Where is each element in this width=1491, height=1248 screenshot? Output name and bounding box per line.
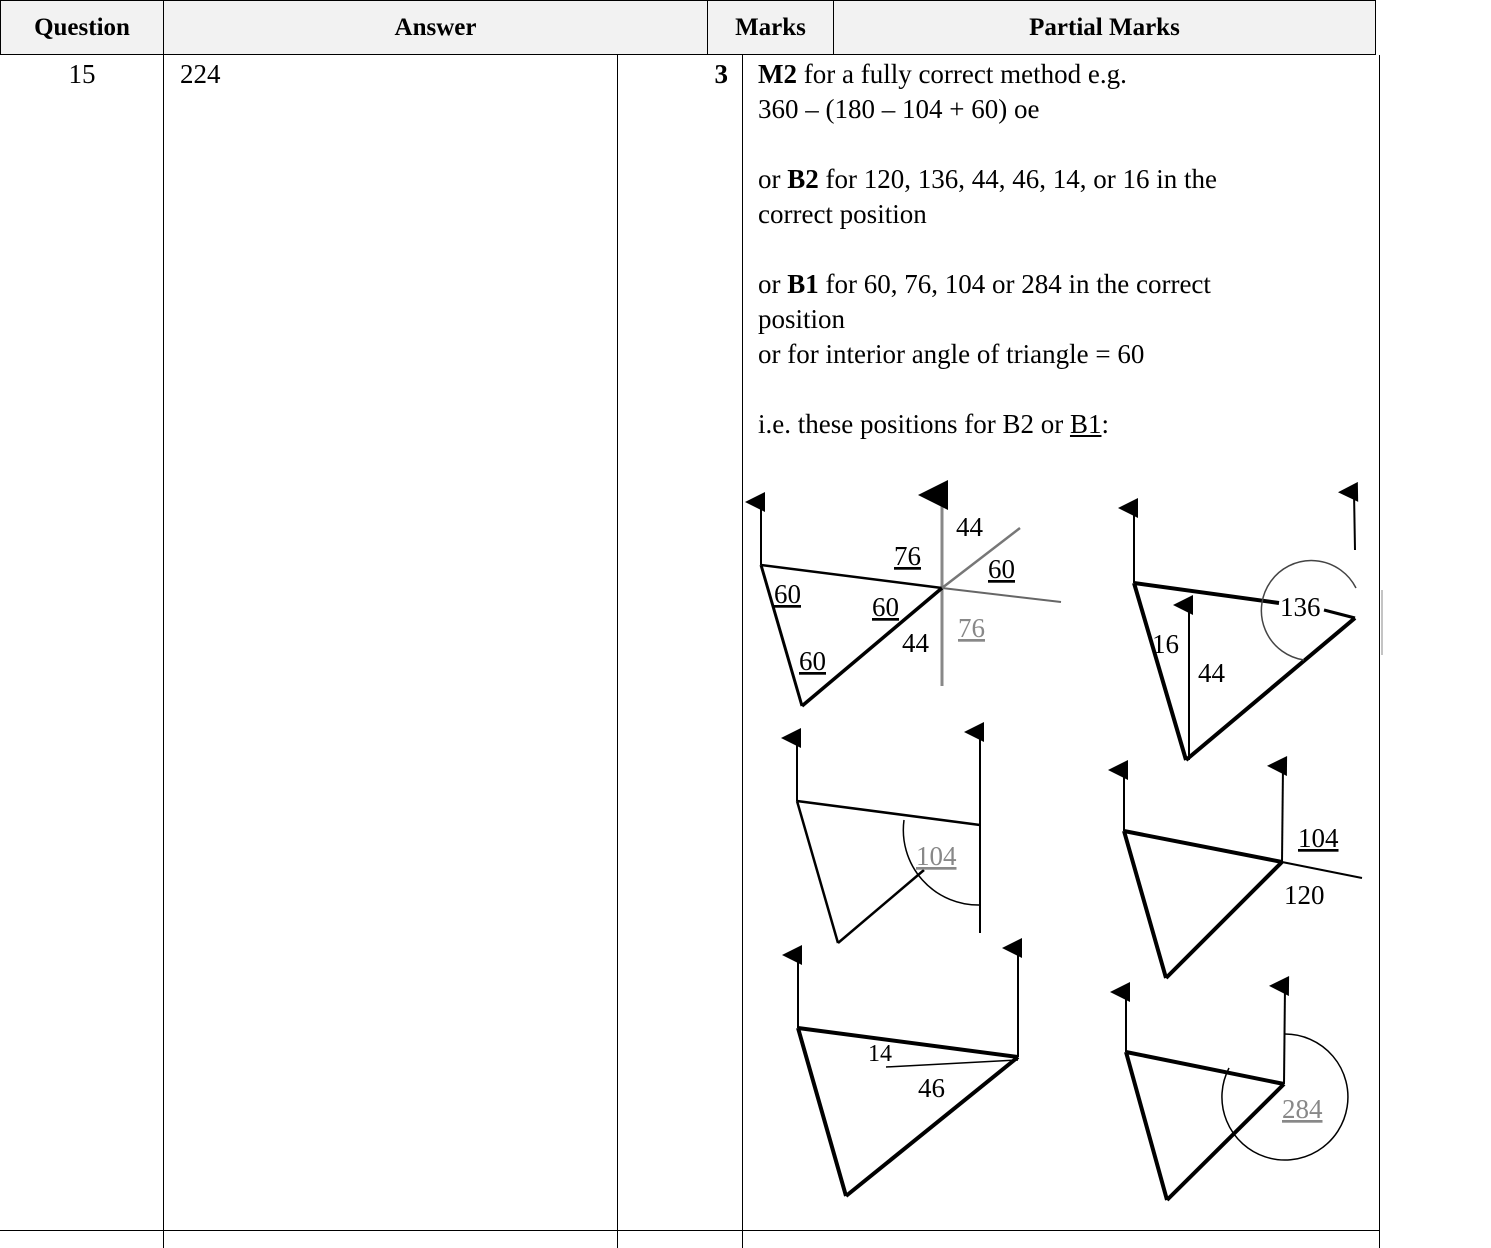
diagram-3 [797,732,980,943]
b1-label: B1 [787,269,819,299]
column-divider [163,55,164,1248]
positions-b1: B1 [1069,409,1102,439]
diagram-2 [1134,492,1382,760]
b1-prefix: or [758,269,788,299]
m2-text: for a fully correct method e.g. [796,59,1127,89]
positions-suffix: : [1101,409,1109,439]
marks-value: 3 [714,59,728,89]
row-divider [0,1230,1380,1231]
b1-text-cont: position [758,304,846,334]
diagram-1 [761,495,1061,706]
partial-marks-text [758,57,1368,442]
header-answer: Answer [163,0,708,55]
b2-prefix: or [758,164,788,194]
answer-value: 224 [180,59,221,89]
d4-label-120: 120 [1284,880,1325,910]
d1-label-60-right: 60 [988,554,1015,584]
b2-text: for 120, 136, 44, 46, 14, or 16 in the [818,164,1217,194]
d4-label-104: 104 [1298,823,1339,853]
header-partial-marks: Partial Marks [833,0,1376,55]
question-number: 15 [68,59,96,89]
d2-label-16: 16 [1152,629,1179,659]
diagram-6 [1126,986,1348,1200]
d2-label-44: 44 [1198,658,1225,688]
d1-label-76-top: 76 [894,541,921,571]
d1-label-44-bottom: 44 [902,628,929,658]
diagram-4 [1124,766,1362,978]
positions-text: i.e. these positions for B2 or [758,409,1070,439]
b2-text-cont: correct position [758,199,927,229]
d5-label-46: 46 [918,1073,945,1103]
header-question: Question [0,0,164,55]
column-divider [617,55,618,1248]
d1-label-44-top: 44 [956,512,983,542]
d5-label-14: 14 [868,1041,892,1067]
column-divider [742,55,743,1248]
d1-label-60-bottom: 60 [799,646,826,676]
b1-text: for 60, 76, 104 or 284 in the correct [818,269,1211,299]
bearings-diagrams [744,470,1384,1230]
header-marks: Marks [707,0,834,55]
b2-label: B2 [787,164,819,194]
diagram-5 [798,948,1018,1196]
d1-label-60-left: 60 [774,579,801,609]
d3-label-104: 104 [916,841,957,871]
m2-example: 360 – (180 – 104 + 60) oe [758,94,1040,124]
b1-text-interior: or for interior angle of triangle = 60 [758,339,1145,369]
d2-label-136: 136 [1280,592,1321,622]
d1-label-76-bottom: 76 [958,613,985,643]
m2-label: M2 [758,59,797,89]
d1-label-60-mid: 60 [872,592,899,622]
d6-label-284: 284 [1282,1094,1323,1124]
